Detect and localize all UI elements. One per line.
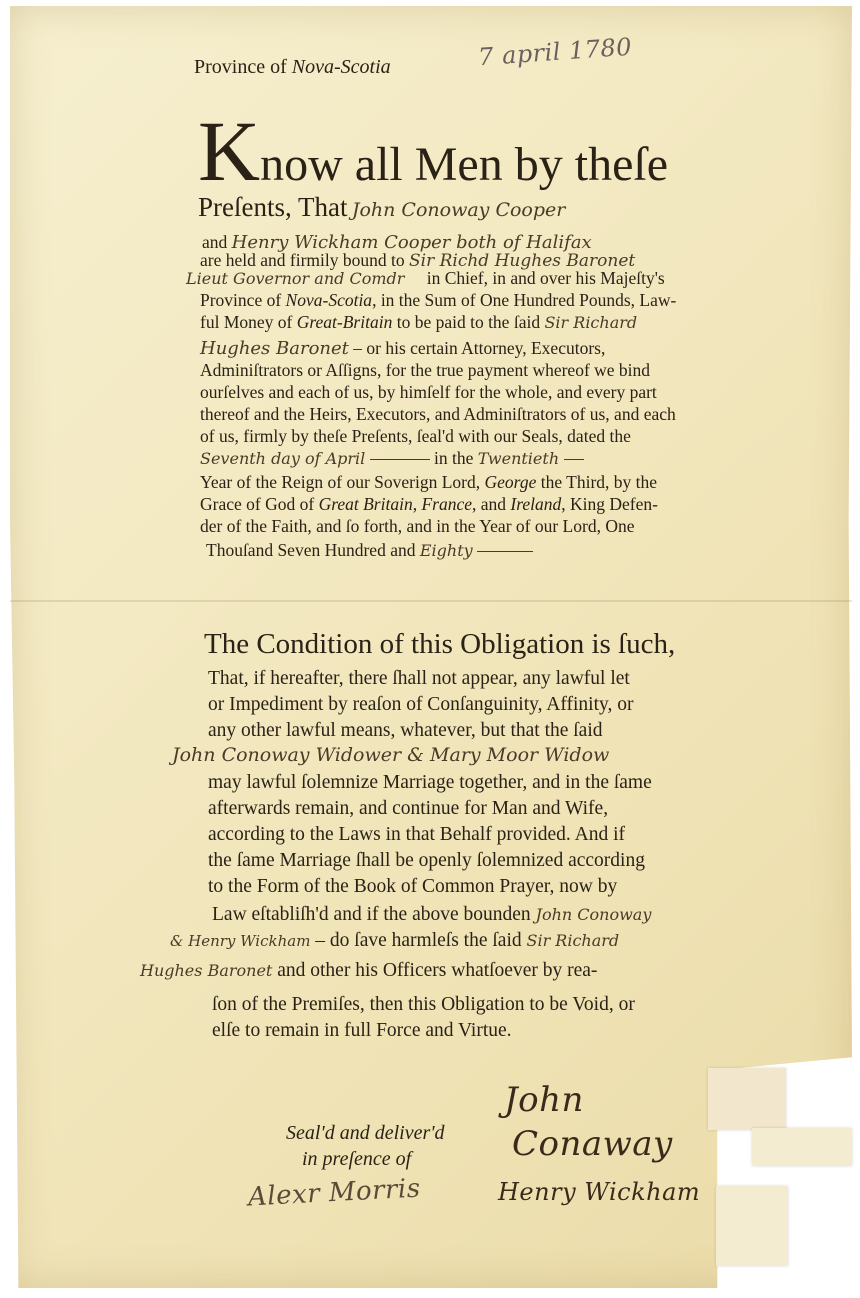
signature-john-2: Conaway — [512, 1124, 673, 1164]
province-label — [194, 56, 391, 79]
hand-baronet: Hughes Baronet — [140, 961, 273, 980]
text-segment: Province of — [200, 290, 282, 310]
condition-line-12 — [140, 960, 597, 982]
text-segment: Year of the Reign of our Soverign Lord, — [200, 472, 481, 492]
in-chief-text: in Chief, in and over his Majeſty's — [426, 268, 665, 288]
bond-line-16 — [206, 540, 533, 561]
condition-line-3: any other lawful means, whatever, but that the ſaid — [208, 720, 603, 741]
bond-line-1 — [198, 192, 565, 223]
condition-line-11 — [170, 930, 619, 952]
hand-reign-year: Twentieth — [477, 449, 560, 468]
condition-line-10 — [212, 904, 651, 926]
text-segment: , — [412, 494, 418, 514]
hand-principal-1: John Conoway Cooper — [351, 199, 566, 221]
bond-line-14 — [200, 494, 658, 515]
hand-obligee-name: Sir Richard — [544, 313, 638, 332]
bond-line-7 — [200, 338, 605, 359]
text-italic: Great Britain — [318, 494, 413, 514]
fill-rule — [370, 459, 430, 460]
fill-rule — [477, 551, 533, 552]
sealed-line-2: in preſence of — [302, 1148, 412, 1170]
bond-title — [198, 103, 669, 199]
signature-john-1: John — [504, 1080, 584, 1120]
text-segment: , in the Sum of One Hundred Pounds, Law- — [372, 290, 677, 310]
province-prefix: Province of — [194, 56, 287, 78]
seal-tab-upper — [708, 1068, 786, 1130]
and-word: and — [202, 232, 228, 252]
province-name: Nova-Scotia — [291, 56, 391, 78]
condition-line-14: elſe to remain in full Force and Virtue. — [212, 1020, 512, 1041]
sealed-line-1: Seal'd and deliver'd — [286, 1122, 445, 1144]
hand-obligee-name: Sir Richard — [526, 931, 620, 950]
bond-line-15: der of the Faith, and ſo forth, and in the Year of our Lord, One — [200, 516, 635, 536]
condition-line-5: may lawful ſolemnize Marriage together, and in the ſame — [208, 772, 652, 793]
condition-line-4 — [172, 744, 609, 767]
hand-title: Lieut Governor and Comdr — [186, 269, 405, 288]
hand-principal-2: Henry Wickham Cooper both of Halifax — [231, 232, 592, 253]
bond-line-4 — [186, 268, 665, 289]
witness-signature: Alexr Morris — [247, 1173, 422, 1213]
hand-obligee: Sir Richd Hughes Baronet — [408, 251, 636, 271]
text-italic: France — [421, 494, 472, 514]
text-segment: , and — [472, 494, 507, 514]
hand-baronet: Hughes Baronet — [200, 338, 349, 359]
condition-line-6: afterwards remain, and continue for Man and Wife, — [208, 798, 609, 819]
text-segment: and other his Officers whatſoever by rea- — [277, 960, 598, 981]
text-segment: Grace of God of — [200, 494, 315, 514]
bond-line-12 — [200, 448, 584, 469]
text-segment: , King Defen- — [561, 494, 658, 514]
fill-rule — [564, 459, 584, 460]
text-segment: in the — [434, 448, 474, 468]
presents-that: Preſents, That — [198, 192, 348, 222]
seal-tab-lower — [716, 1186, 788, 1266]
bond-line-6 — [200, 312, 637, 333]
hand-bounden-2: & Henry Wickham — [170, 932, 311, 950]
condition-line-8: the ſame Marriage ſhall be openly ſolemnized according — [208, 850, 645, 871]
date-note: 7 april 1780 — [477, 32, 633, 72]
text-italic: Ireland — [510, 494, 562, 514]
fold-crease — [10, 600, 852, 602]
hand-year: Eighty — [419, 541, 473, 560]
condition-line-2: or Impediment by reaſon of Conſanguinity, Affinity, or — [208, 694, 634, 715]
title-rest: now all Men by theſe — [260, 138, 669, 191]
text-italic: Great-Britain — [296, 312, 393, 332]
bond-line-10: thereof and the Heirs, Executors, and Adminiſtrators of us, and each — [200, 404, 676, 424]
bond-line-13 — [200, 472, 657, 493]
title-initial: K — [198, 103, 261, 199]
hand-parties: John Conoway Widower & Mary Moor Widow — [172, 744, 610, 766]
bound-to-text: are held and firmily bound to — [200, 250, 405, 270]
text-italic: George — [484, 472, 537, 492]
condition-line-9: to the Form of the Book of Common Prayer, now by — [208, 876, 618, 897]
text-italic: Nova-Scotia — [285, 290, 373, 310]
text-segment: ful Money of — [200, 312, 293, 332]
hand-bounden: John Conoway — [535, 905, 652, 924]
text-segment: – do ſave harmleſs the ſaid — [315, 930, 522, 951]
signature-henry: Henry Wickham — [498, 1178, 701, 1206]
text-segment: Law eſtabliſh'd and if the above bounden — [212, 904, 531, 925]
text-segment: to be paid to the ſaid — [396, 312, 541, 332]
condition-line-7: according to the Laws in that Behalf provided. And if — [208, 824, 625, 845]
text-segment: – or his certain Attorney, Executors, — [353, 338, 606, 358]
bond-line-9: ourſelves and each of us, by himſelf for the whole, and every part — [200, 382, 657, 402]
sealed-delivered — [286, 1120, 445, 1172]
seal-tab-strip — [752, 1128, 852, 1166]
bond-line-11: of us, firmly by theſe Preſents, ſeal'd with our Seals, dated the — [200, 426, 631, 446]
text-segment: Thouſand Seven Hundred and — [206, 540, 416, 560]
hand-date-day: Seventh day of April — [200, 449, 366, 468]
condition-line-13: ſon of the Premiſes, then this Obligation to be Void, or — [212, 994, 635, 1015]
condition-line-1: That, if hereafter, there ſhall not appear, any lawful let — [208, 668, 630, 689]
bond-line-5 — [200, 290, 676, 311]
bond-line-8: Adminiſtrators or Aſſigns, for the true payment whereof we bind — [200, 360, 651, 380]
condition-title: The Condition of this Obligation is ſuch, — [204, 628, 676, 660]
text-segment: the Third, by the — [540, 472, 658, 492]
